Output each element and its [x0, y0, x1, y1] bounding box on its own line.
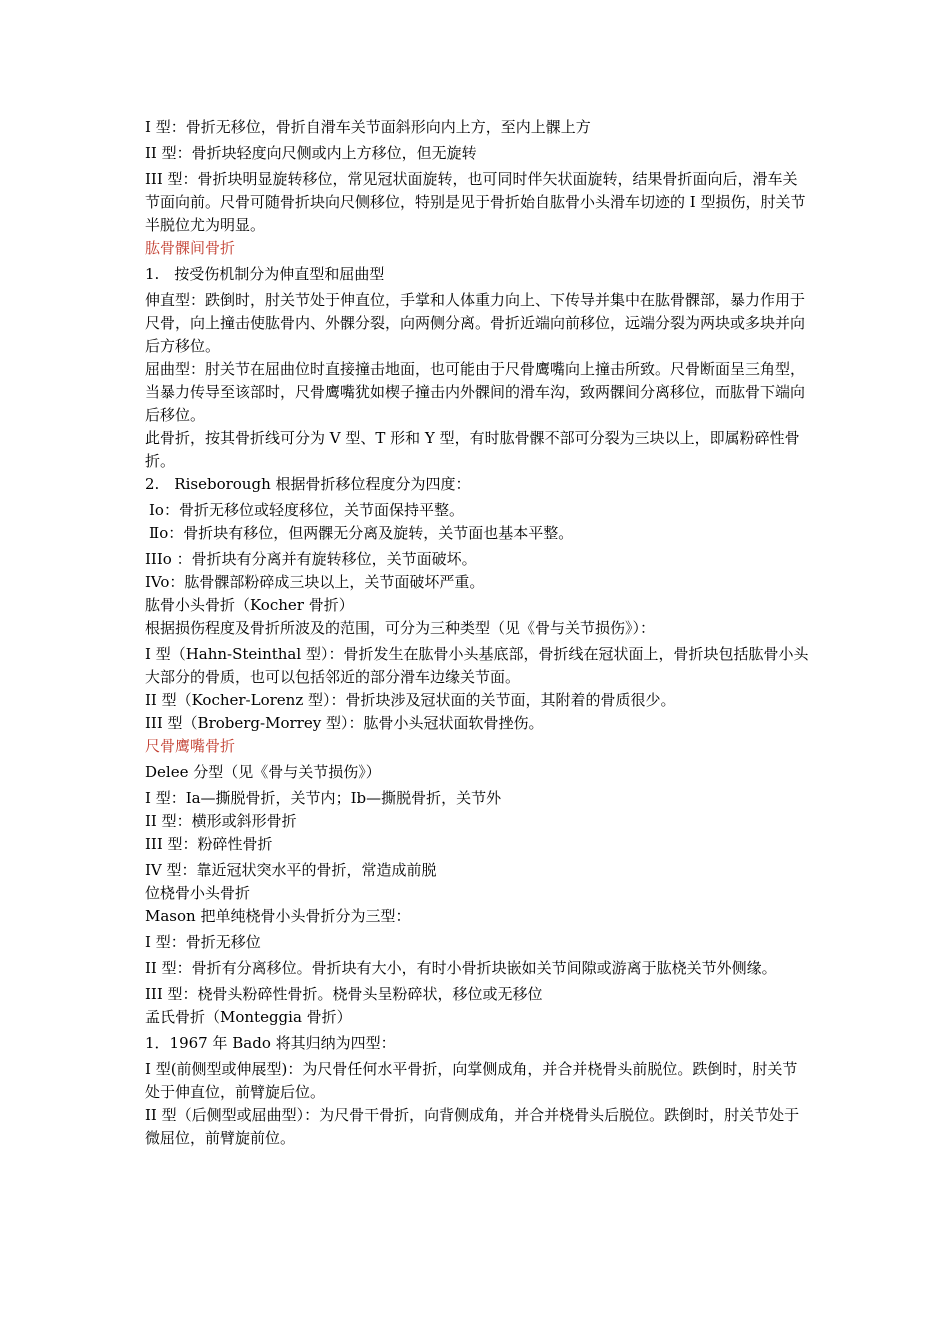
paragraph: IV 型：靠近冠状突水平的骨折，常造成前脱 [145, 861, 437, 879]
section-heading: 肱骨髁间骨折 [145, 239, 236, 257]
paragraph: II 型（Kocher-Lorenz 型）：骨折块涉及冠状面的关节面，其附着的骨质很少。 [145, 691, 676, 709]
paragraph: 1．1967 年 Bado 将其归纳为四型： [145, 1034, 396, 1052]
paragraph: I 型（Hahn-Steinthal 型）：骨折发生在肱骨小头基底部，骨折线在冠状面上，骨折块包括肱骨小头大部分的骨质，也可以包括邻近的部分滑车边缘关节面。 [145, 645, 809, 686]
paragraph: I 型(前侧型或伸展型)：为尺骨任何水平骨折，向掌侧成角，并合并桡骨头前脱位。跌倒时，肘关节处于伸直位，前臂旋后位。 [145, 1060, 798, 1101]
paragraph: II 型：骨折有分离移位。骨折块有大小，有时小骨折块嵌如关节间隙或游离于肱桡关节外侧缘。 [145, 959, 777, 977]
paragraph: I 型：骨折无移位，骨折自滑车关节面斜形向内上方，至内上髁上方 [145, 118, 591, 136]
paragraph: 1. 按受伤机制分为伸直型和屈曲型 [145, 265, 385, 283]
paragraph: Ⅱo：骨折块有移位，但两髁无分离及旋转，关节面也基本平整。 [149, 524, 574, 542]
paragraph: IIIo ：骨折块有分离并有旋转移位，关节面破坏。 [145, 550, 477, 568]
paragraph: III 型（Broberg-Morrey 型）：肱骨小头冠状面软骨挫伤。 [145, 714, 544, 732]
paragraph: II 型：骨折块轻度向尺侧或内上方移位，但无旋转 [145, 144, 477, 162]
paragraph: 根据损伤程度及骨折所波及的范围，可分为三种类型（见《骨与关节损伤》）： [145, 619, 656, 637]
paragraph: 此骨折，按其骨折线可分为 V 型、T 形和 Y 型，有时肱骨髁不部可分裂为三块以上，即属粉碎性骨折。 [145, 429, 800, 470]
paragraph: 2. Riseborough 根据骨折移位程度分为四度： [145, 475, 471, 493]
paragraph: Delee 分型（见《骨与关节损伤》） [145, 763, 381, 781]
paragraph: 屈曲型：肘关节在屈曲位时直接撞击地面，也可能由于尺骨鹰嘴向上撞击所致。尺骨断面呈三角型，当暴力传导至该部时，尺骨鹰嘴犹如楔子撞击内外髁间的滑车沟，致两髁间分离移位，而肱骨下端向后移位。 [145, 360, 806, 424]
paragraph: Ⅰo：骨折无移位或轻度移位，关节面保持平整。 [149, 501, 464, 519]
paragraph: I 型：骨折无移位 [145, 933, 261, 951]
paragraph: II 型（后侧型或屈曲型）：为尺骨干骨折，向背侧成角，并合并桡骨头后脱位。跌倒时，肘关节处于微屈位，前臂旋前位。 [145, 1106, 800, 1147]
paragraph: III 型：粉碎性骨折 [145, 835, 273, 853]
paragraph: 肱骨小头骨折（Kocher 骨折） [145, 596, 354, 614]
document-body [145, 116, 810, 1150]
paragraph: IVo：肱骨髁部粉碎成三块以上，关节面破坏严重。 [145, 573, 485, 591]
section-heading: 尺骨鹰嘴骨折 [145, 737, 236, 755]
paragraph: III 型：骨折块明显旋转移位，常见冠状面旋转，也可同时伴矢状面旋转，结果骨折面向后，滑车关节面向前。尺骨可随骨折块向尺侧移位，特别是见于骨折始自肱骨小头滑车切迹的 I 型损伤，肘关节半脱位尤为明显。 [145, 170, 806, 234]
paragraph: II 型：横形或斜形骨折 [145, 812, 297, 830]
paragraph: 伸直型：跌倒时，肘关节处于伸直位，手掌和人体重力向上、下传导并集中在肱骨髁部，暴力作用于尺骨，向上撞击使肱骨内、外髁分裂，向两侧分离。骨折近端向前移位，远端分裂为两块或多块并向后方移位。 [145, 291, 806, 355]
paragraph: 孟氏骨折（Monteggia 骨折） [145, 1008, 352, 1026]
paragraph: 位桡骨小头骨折 [145, 884, 251, 902]
paragraph: Mason 把单纯桡骨小头骨折分为三型： [145, 907, 411, 925]
paragraph: I 型：Ia—撕脱骨折，关节内；Ib—撕脱骨折，关节外 [145, 789, 502, 807]
paragraph: III 型：桡骨头粉碎性骨折。桡骨头呈粉碎状，移位或无移位 [145, 985, 543, 1003]
